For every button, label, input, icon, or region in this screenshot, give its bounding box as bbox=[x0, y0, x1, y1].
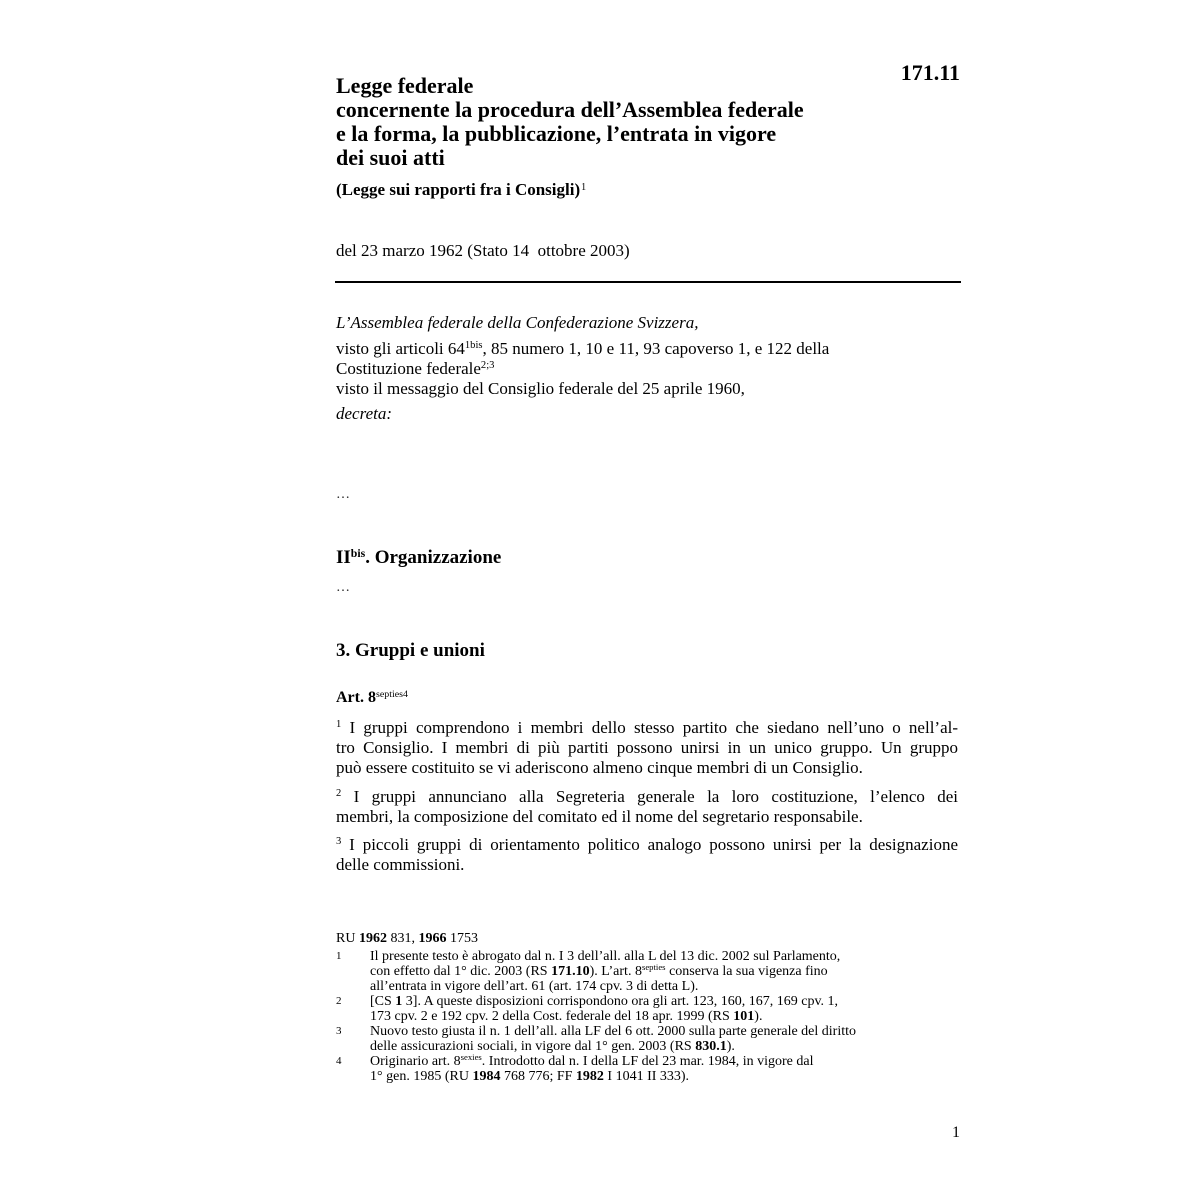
omitted-content-marker: … bbox=[336, 487, 350, 502]
sr-number: 171.11 bbox=[900, 60, 960, 85]
footnote-number: 4 bbox=[336, 1055, 342, 1067]
legal-basis-text: visto gli articoli 64 bbox=[336, 339, 465, 358]
paragraph-line: delle commissioni. bbox=[336, 855, 465, 874]
footnote-line bbox=[370, 1054, 956, 1069]
paragraph-text: I gruppi annunciano alla Segreteria generale la loro costituzione, l’elenco dei bbox=[353, 787, 958, 806]
footnote-line bbox=[370, 994, 956, 1009]
section-heading-organizzazione bbox=[336, 547, 501, 569]
footnote-text: . Introdotto dal n. I della LF del 23 mar. 1984, in vigore dal bbox=[481, 1054, 814, 1069]
decreta-line: decreta: bbox=[336, 404, 393, 423]
preamble bbox=[336, 313, 956, 424]
message-line: visto il messaggio del Consiglio federale del 25 aprile 1960, bbox=[336, 379, 745, 398]
rs-number-link[interactable]: 830.1 bbox=[695, 1039, 727, 1054]
footnote-text: Originario art. 8 bbox=[370, 1054, 461, 1069]
ru-page: 831, bbox=[386, 931, 419, 946]
footnote-line bbox=[370, 1069, 956, 1084]
footnote-text: 3]. A queste disposizioni corrispondono ora gli art. 123, 160, 167, 169 cpv. 1, bbox=[402, 994, 839, 1009]
section-suffix-sup: bis bbox=[350, 546, 366, 560]
short-title bbox=[336, 180, 586, 200]
ru-year: 1984 bbox=[472, 1069, 501, 1084]
footnote-2 bbox=[336, 994, 956, 1024]
footnotes-block bbox=[336, 931, 956, 1084]
paragraph-line: tro Consiglio. I membri di più partiti possono unirsi in un unico gruppo. Un gruppo bbox=[336, 738, 958, 757]
footnote-text: 1° gen. 1985 (RU bbox=[370, 1069, 473, 1084]
issuer-line: L’Assemblea federale della Confederazione Svizzera, bbox=[336, 313, 699, 332]
header-divider bbox=[335, 281, 961, 283]
section-number: II bbox=[336, 547, 351, 568]
ff-year: 1982 bbox=[575, 1069, 604, 1084]
footnote-line: Nuovo testo giusta il n. 1 dell’all. alla LF del 6 ott. 2000 sulla parte generale del diritto bbox=[370, 1024, 857, 1039]
ru-page: 1753 bbox=[446, 931, 478, 946]
paragraph-line bbox=[336, 718, 958, 738]
footnote-4 bbox=[336, 1054, 956, 1084]
legal-basis-line bbox=[336, 339, 956, 359]
paragraph-line bbox=[336, 787, 958, 807]
legal-basis-line bbox=[336, 359, 956, 379]
omitted-content-marker: … bbox=[336, 580, 350, 595]
article-sup-footnote-ref-4[interactable]: septies4 bbox=[375, 688, 408, 700]
footnote-number: 1 bbox=[336, 950, 342, 962]
article-suffix-sup: 1bis bbox=[464, 340, 483, 352]
footnote-1 bbox=[336, 949, 956, 994]
title-line: concernente la procedura dell’Assemblea federale bbox=[336, 97, 804, 122]
paragraph-line: può essere costituito se vi aderiscono almeno cinque membri di un Consiglio. bbox=[336, 758, 863, 777]
document-title bbox=[336, 74, 876, 170]
footnote-text: con effetto dal 1° dic. 2003 (RS bbox=[370, 964, 552, 979]
footnote-line bbox=[370, 1039, 956, 1054]
footnote-text: I 1041 II 333). bbox=[603, 1069, 690, 1084]
footnote-number: 3 bbox=[336, 1025, 342, 1037]
footnote-text: conserva la sua vigenza fino bbox=[665, 964, 828, 979]
rs-number-link[interactable]: 101 bbox=[733, 1009, 755, 1024]
title-line: e la forma, la pubblicazione, l’entrata in vigore bbox=[336, 121, 777, 146]
article-label: Art. 8 bbox=[336, 689, 376, 706]
official-compilation-ref bbox=[336, 931, 956, 946]
date-status-line: del 23 marzo 1962 (Stato 14 ottobre 2003) bbox=[336, 241, 630, 260]
footnote-line: all’entrata in vigore dell’art. 61 (art. 174 cpv. 3 di detta L). bbox=[370, 979, 699, 994]
title-line: dei suoi atti bbox=[336, 145, 445, 170]
paragraph-line bbox=[336, 835, 958, 855]
footnote-text: ). bbox=[754, 1009, 763, 1024]
footnote-ref-1[interactable]: 1 bbox=[581, 182, 587, 193]
article-suffix-sup: sexies bbox=[460, 1052, 482, 1063]
footnote-refs-2-3[interactable]: 2;3 bbox=[480, 360, 495, 372]
article-paragraph bbox=[336, 787, 958, 827]
section-title: . Organizzazione bbox=[365, 547, 502, 568]
ru-prefix: RU bbox=[336, 931, 359, 946]
paragraph-number: 1 bbox=[336, 719, 342, 731]
paragraph-line: membri, la composizione del comitato ed il nome del segretario responsabile. bbox=[336, 807, 863, 826]
footnote-number: 2 bbox=[336, 995, 342, 1007]
footnote-line bbox=[370, 1009, 956, 1024]
article-paragraph bbox=[336, 835, 958, 875]
ru-year: 1966 bbox=[418, 931, 447, 946]
footnote-line: Il presente testo è abrogato dal n. I 3 dell’all. alla L del 13 dic. 2002 sul Parlamento, bbox=[370, 949, 841, 964]
section-heading-gruppi: 3. Gruppi e unioni bbox=[336, 640, 485, 661]
footnote-text: 173 cpv. 2 e 192 cpv. 2 della Cost. federale del 18 apr. 1999 (RS bbox=[370, 1009, 734, 1024]
legal-basis-text: , 85 numero 1, 10 e 11, 93 capoverso 1, e 122 della bbox=[482, 339, 830, 358]
article-heading bbox=[336, 689, 408, 707]
page-number: 1 bbox=[952, 1124, 960, 1141]
footnote-text: 768 776; FF bbox=[500, 1069, 576, 1084]
footnote-text: delle assicurazioni sociali, in vigore dal 1° gen. 2003 (RS bbox=[370, 1039, 696, 1054]
paragraph-number: 2 bbox=[336, 788, 342, 800]
footnote-line bbox=[370, 964, 956, 979]
cs-volume: 1 bbox=[395, 994, 403, 1009]
article-paragraph bbox=[336, 718, 958, 778]
paragraph-text: I gruppi comprendono i membri dello stesso partito che siedano nell’uno o nell’al- bbox=[349, 718, 959, 737]
legal-basis-text: Costituzione federale bbox=[336, 359, 481, 378]
ru-year: 1962 bbox=[358, 931, 387, 946]
footnote-text: ). bbox=[726, 1039, 735, 1054]
footnote-3 bbox=[336, 1024, 956, 1054]
rs-number-link[interactable]: 171.10 bbox=[551, 964, 590, 979]
paragraph-number: 3 bbox=[336, 836, 342, 848]
paragraph-text: I piccoli gruppi di orientamento politico analogo possono unirsi per la designazione bbox=[349, 835, 958, 854]
article-suffix-sup: septies bbox=[641, 962, 666, 973]
footnote-text: [CS bbox=[370, 994, 396, 1009]
footnote-text: ). L’art. 8 bbox=[589, 964, 642, 979]
title-line: Legge federale bbox=[336, 73, 474, 98]
short-title-text: (Legge sui rapporti fra i Consigli) bbox=[336, 180, 581, 199]
